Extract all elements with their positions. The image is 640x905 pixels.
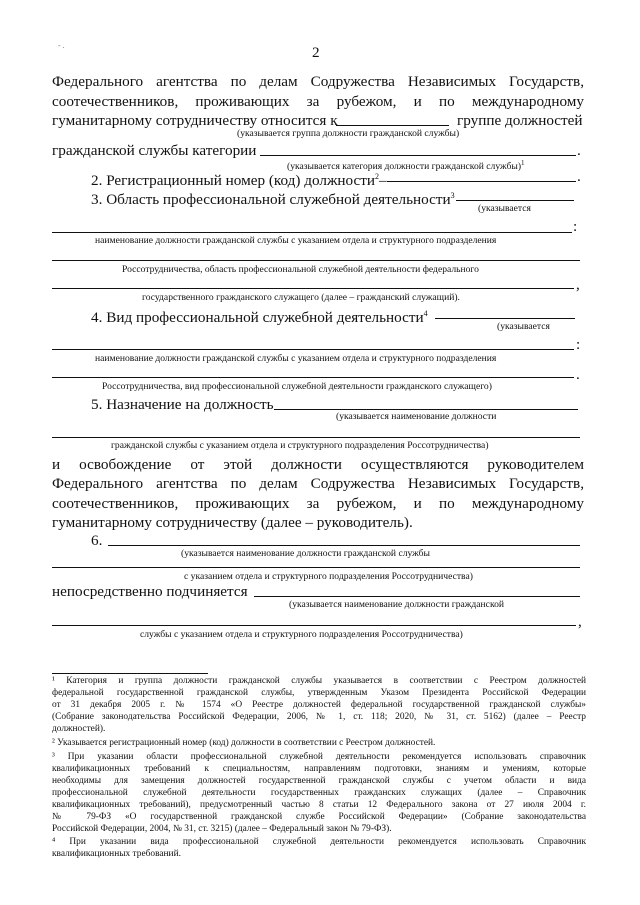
footnote-ref-3: 3: [450, 191, 455, 200]
item3-blank: [456, 200, 574, 201]
item4-hint: (указывается: [497, 321, 550, 332]
item2-label: [91, 168, 387, 189]
footnote1-line2: федеральной государственной гражданской службы, утвержденным Указом Президента Российской Федерации: [52, 688, 586, 698]
item4-blank: [435, 318, 575, 319]
footnote3-line1: ³ При указании области профессиональной служебной деятельности рекомендуется использовать справочник: [52, 752, 586, 762]
item4-colon: :: [576, 336, 581, 353]
item3-label: [91, 187, 455, 208]
footnote3-line7: Российской Федерации, 2004, № 31, ст. 3215) (далее – Федеральный закон № 79-ФЗ).: [52, 824, 392, 834]
item3-hint: (указывается: [478, 203, 531, 214]
regnum-blank: [387, 181, 576, 182]
item5-label: 5. Назначение на должность: [91, 396, 274, 413]
item6-line1: [52, 567, 580, 568]
item3-line3: [52, 288, 574, 289]
item6-hint2: (указывается наименование должности гражданской: [289, 599, 505, 610]
item4-hint1: наименование должности гражданской службы с указанием отдела и структурного подразделения: [95, 353, 497, 364]
para1-line2: соотечественников, проживающих за рубежом, и по международному: [52, 93, 584, 110]
item5-body-line1: и освобождение от этой должности осуществляются руководителем: [52, 456, 584, 473]
item5-line1: [52, 437, 580, 438]
footnote-separator: [52, 673, 208, 674]
item4-line2: [52, 377, 574, 378]
item4-line1: [52, 349, 574, 350]
item5-body-line2: Федерального агентства по делам Содружества Независимых Государств,: [52, 475, 584, 492]
footnote2: ² Указывается регистрационный номер (код) должности в соответствии с Реестром должностей.: [52, 738, 436, 748]
para1-line4-dot: .: [577, 142, 581, 159]
footnote1-line3: от 31 декабря 2005 г. № 1574 «О Реестре должностей федеральной государственной гражданской службы»: [52, 700, 586, 710]
item5-body-line3: соотечественников, проживающих за рубежом, и по международному: [52, 495, 584, 512]
footnote4-line1: ⁴ При указании вида профессиональной служебной деятельности рекомендуется использовать Справочник: [52, 837, 586, 847]
footnote1-line1: ¹ Категория и группа должности гражданской службы указывается в соответствии с Реестром должностей: [52, 676, 586, 686]
item3-hint2: Россотрудничества, область профессиональной служебной деятельности федерального: [122, 264, 479, 275]
footnote1-line5: должностей).: [52, 724, 106, 734]
category-blank: [260, 155, 576, 156]
item6-hint3: службы с указанием отдела и структурного подразделения Россотрудничества): [140, 629, 463, 640]
item6-number: 6.: [91, 532, 103, 549]
footnote-ref-2: 2: [375, 172, 380, 181]
page-number: 2: [312, 44, 320, 61]
item6-blank: [108, 545, 580, 546]
item6-hint1: с указанием отдела и структурного подразделения Россотрудничества): [184, 571, 473, 582]
item4-hint2: Россотрудничества, вид профессиональной служебной деятельности гражданского служащего): [102, 381, 492, 392]
hint-category-text: (указывается категория должности гражданской службы): [287, 161, 522, 173]
item3-line1: [52, 232, 572, 233]
item5-blank: [274, 409, 578, 410]
footnote4-line2: квалификационных требований.: [52, 849, 181, 859]
para1-line1: Федерального агентства по делам Содружества Независимых Государств,: [52, 73, 584, 90]
footnote1-line4: (Собрание законодательства Российской Федерации, 2006, № 1, ст. 118; 2020, № 31, ст. 5162) (далее – Реестр: [52, 712, 586, 722]
item2-text: 2. Регистрационный номер (код) должности: [91, 172, 376, 190]
item3-line2: [52, 260, 580, 261]
para1-line3a: гуманитарному сотрудничеству относится к: [52, 112, 338, 129]
item4-text: 4. Вид профессиональной служебной деятельности: [91, 309, 424, 327]
item3-text: 3. Область профессиональной служебной деятельности: [91, 191, 451, 209]
item5-body-line4: гуманитарному сотрудничеству (далее – руководитель).: [52, 514, 413, 531]
footnote3-line6: № 79-ФЗ «О государственной гражданской службе Российской Федерации» (Собрание законодательства: [52, 812, 586, 822]
item4-dot: .: [576, 366, 580, 383]
item6-line2: [52, 625, 576, 626]
item2-dot: .: [577, 168, 581, 185]
footnote3-line2: квалификационных требований к специальностям, направлениям подготовки, знаниям и умениям, которые: [52, 764, 586, 774]
item4-label: [91, 305, 428, 326]
para1-line3b: группе должностей: [457, 112, 583, 129]
footnote3-line4: профессиональной служебной деятельности государственных гражданских служащих (далее – Справочник: [52, 788, 586, 798]
item2-dash: –: [379, 172, 387, 190]
footnote3-line3: необходимы для замещения должностей государственной гражданской службы с учетом области и вида: [52, 776, 586, 786]
footnote-ref-1: 1: [521, 159, 525, 167]
item3-colon: :: [573, 218, 578, 235]
item3-hint1: наименование должности гражданской службы с указанием отдела и структурного подразделения: [95, 235, 497, 246]
item5-hint: (указывается наименование должности: [336, 411, 497, 422]
hint-group: (указывается группа должности гражданской службы): [237, 128, 460, 139]
item5-hint1: гражданской службы с указанием отдела и структурного подразделения Россотрудничества): [111, 440, 489, 451]
item6-sub-blank: [254, 596, 580, 597]
item3-comma: ,: [576, 276, 580, 293]
group-blank: [336, 125, 449, 126]
footnote-ref-4: 4: [423, 309, 428, 318]
item6-subordinate: непосредственно подчиняется: [52, 583, 248, 600]
item6-hint: (указывается наименование должности гражданской службы: [181, 548, 430, 559]
para1-line4a: гражданской службы категории: [52, 142, 257, 159]
scan-mark: - .: [58, 41, 65, 50]
item6-comma: ,: [578, 613, 582, 630]
item3-hint3: государственного гражданского служащего (далее – гражданский служащий).: [142, 292, 460, 303]
footnote3-line5: квалификационных требований), предусмотренный частью 8 статьи 12 Федерального закона от 27 июля 2004 г.: [52, 800, 586, 810]
